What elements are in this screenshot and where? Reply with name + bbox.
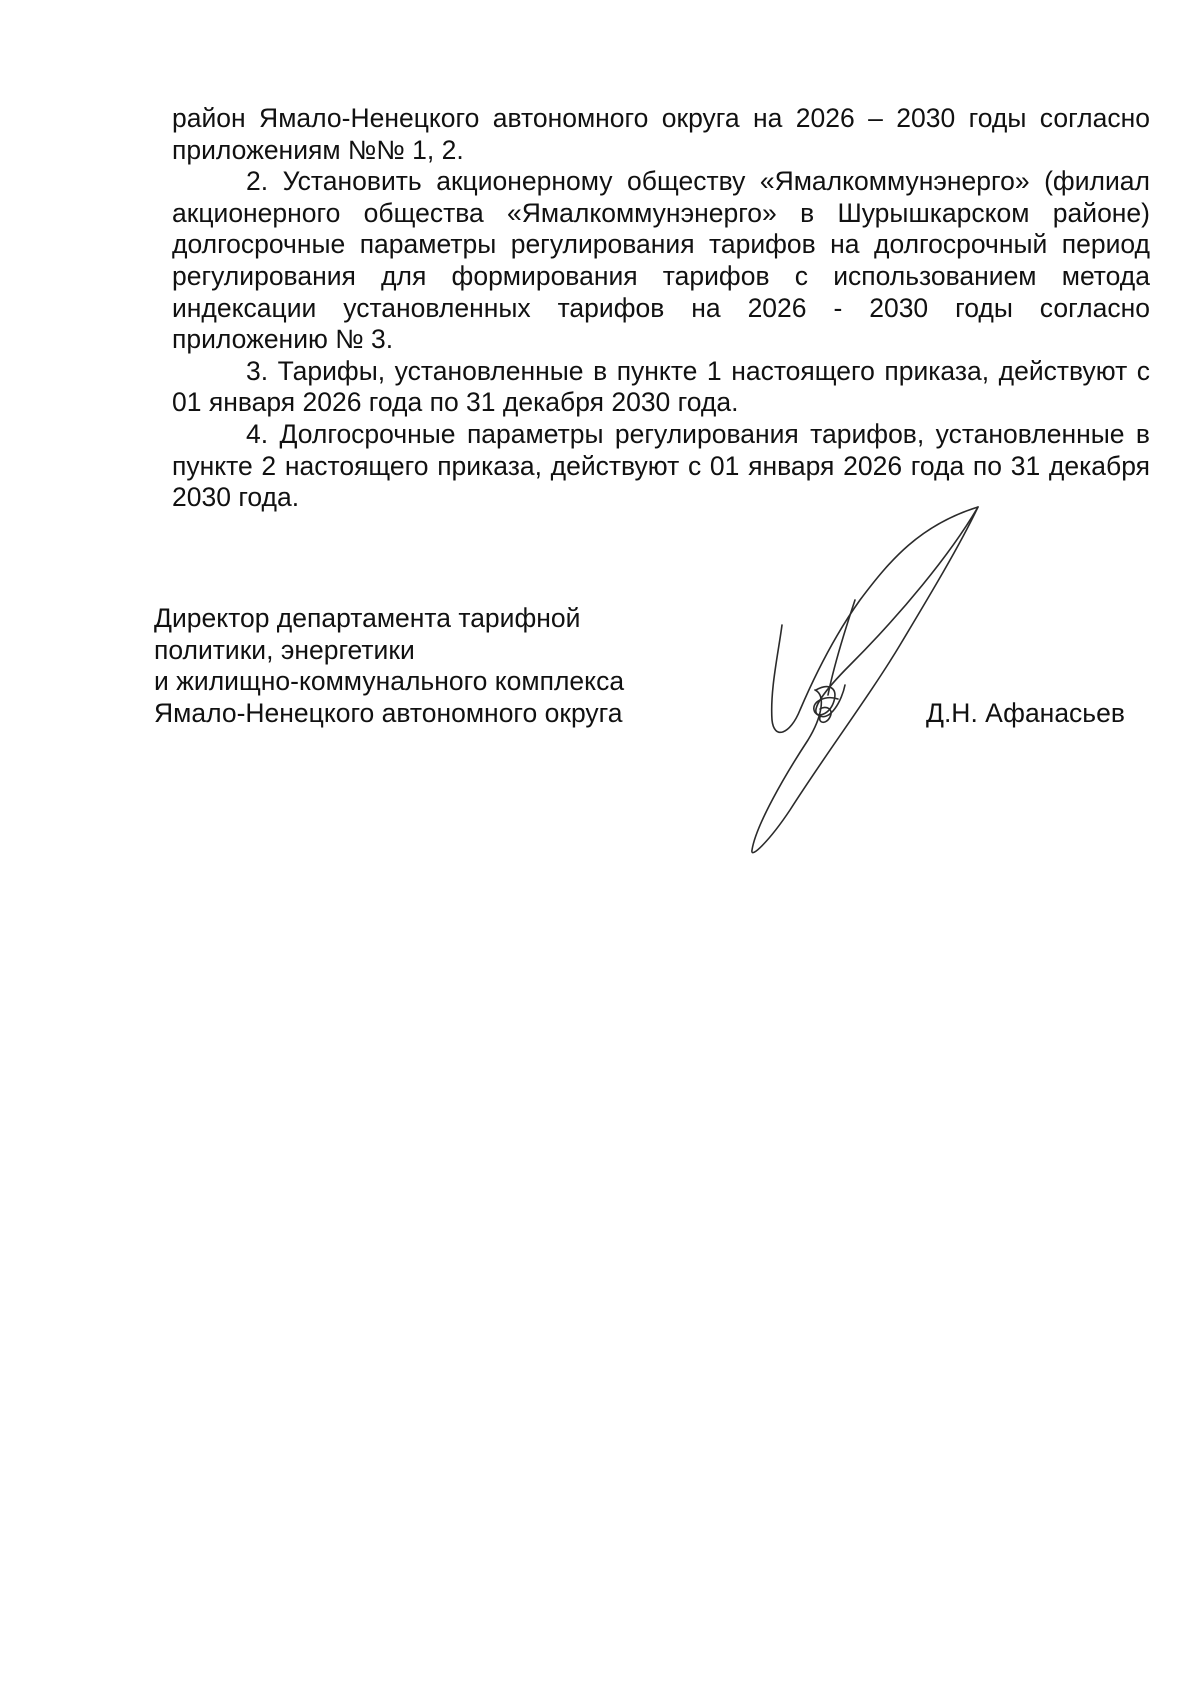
position-line: и жилищно-коммунального комплекса [154, 666, 625, 697]
position-line: политики, энергетики [154, 634, 415, 665]
signatory-position [154, 603, 714, 729]
handwritten-signature-icon [730, 505, 990, 865]
paragraph-item-2: 2. Установить акционерному обществу «Ямалкоммунэнерго» (филиал акционерного общества «Ямалкоммунэнерго» в Шурышкарском районе) долгосрочные параметры регулирования тарифов на долгосрочный период регулирования для формирования тарифов с использованием метода индексации установленных тарифов на 2026 - 2030 годы согласно приложению № 3. [172, 166, 1150, 355]
document-body [172, 103, 1150, 514]
paragraph-continuation: район Ямало-Ненецкого автономного округа на 2026 – 2030 годы согласно приложениям №№ 1, 2. [172, 103, 1150, 165]
position-line: Ямало-Ненецкого автономного округа [154, 697, 623, 728]
signer-name: Д.Н. Афанасьев [926, 698, 1125, 728]
paragraph-item-4: 4. Долгосрочные параметры регулирования тарифов, установленные в пункте 2 настоящего приказа, действуют с 01 января 2026 года по 31 декабря 2030 года. [172, 418, 1150, 513]
position-line: Директор департамента тарифной [154, 603, 581, 633]
paragraph-item-3: 3. Тарифы, установленные в пункте 1 настоящего приказа, действуют с 01 января 2026 года по 31 декабря 2030 года. [172, 355, 1150, 418]
